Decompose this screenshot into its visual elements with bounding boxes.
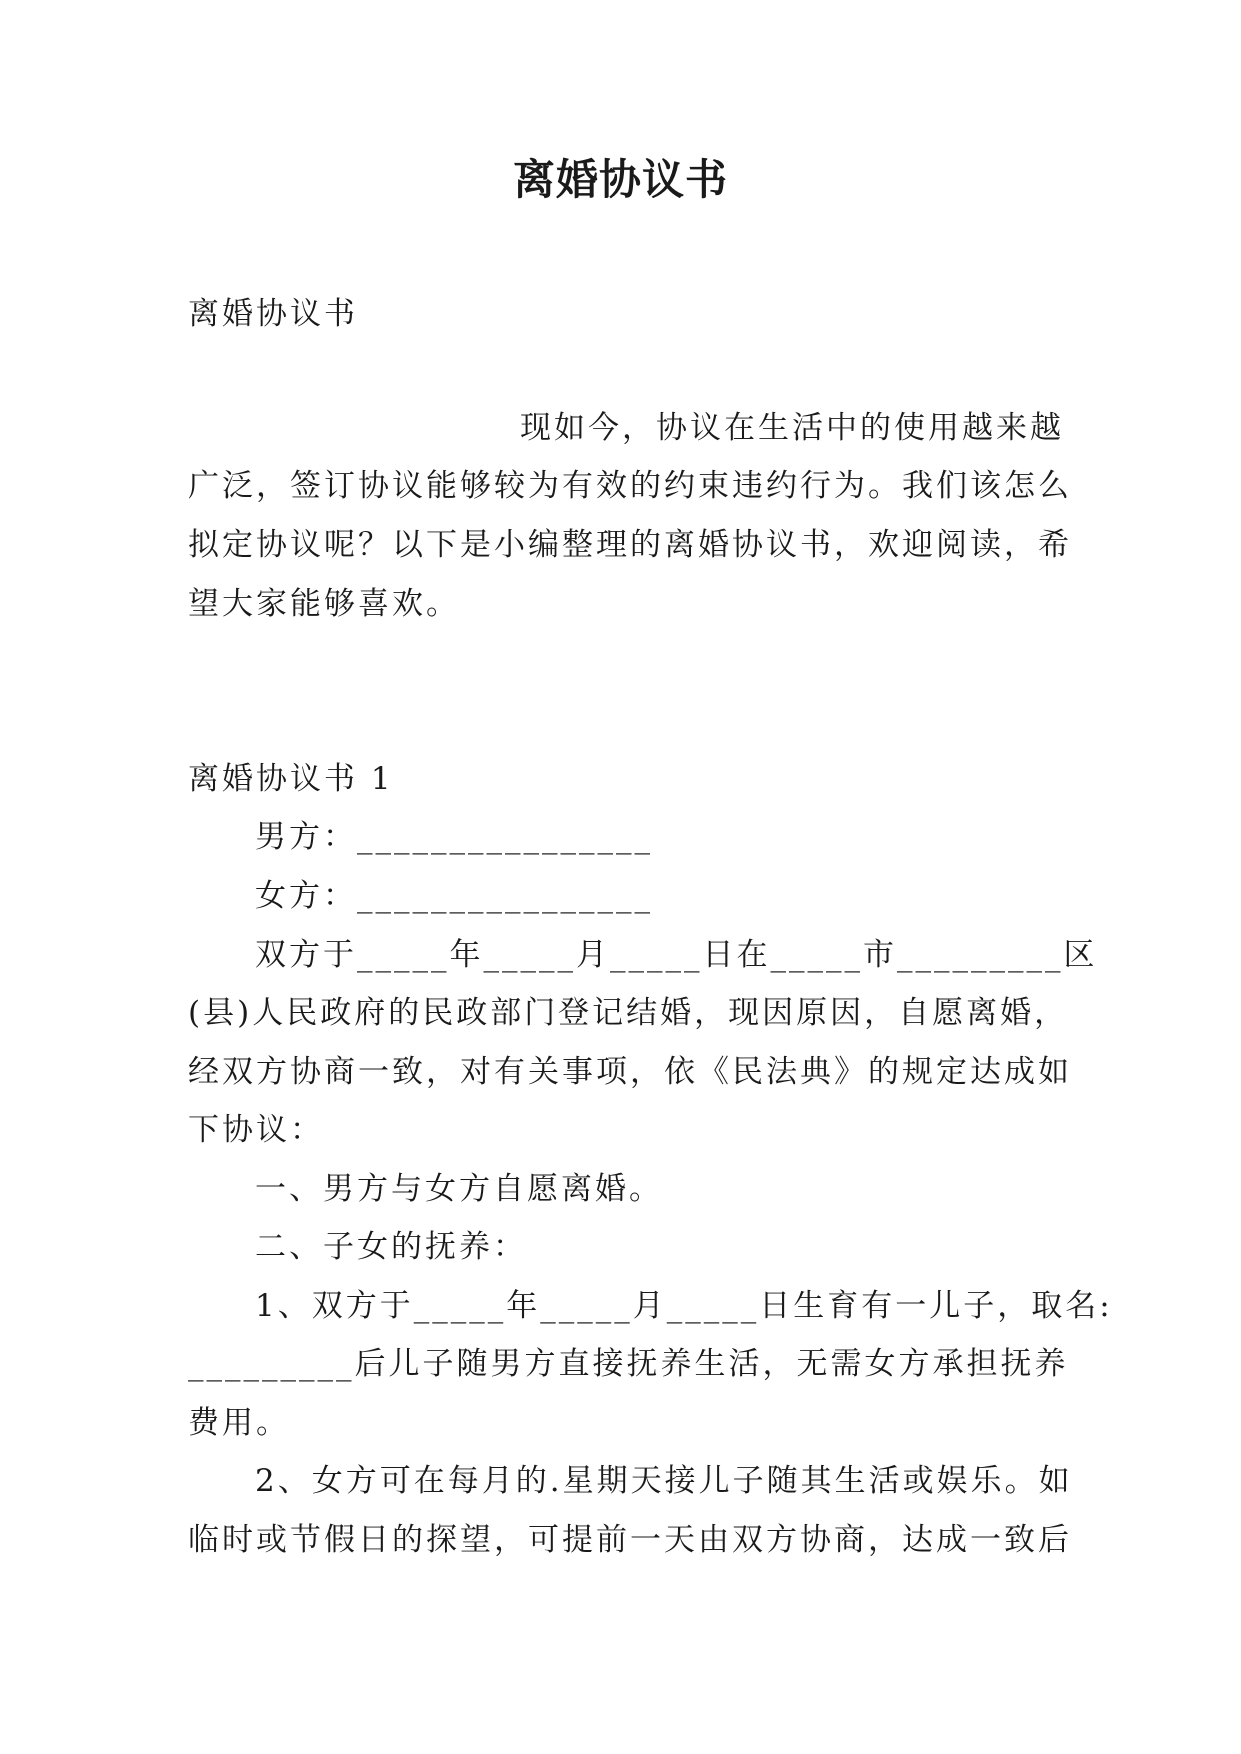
body-line: 费用。 [188, 1405, 290, 1441]
body-line: 双方于_____年_____月_____日在_____市_________区 [255, 937, 1098, 973]
intro-line-4: 望大家能够喜欢。 [188, 586, 460, 622]
intro-line-3: 拟定协议呢？以下是小编整理的离婚协议书，欢迎阅读，希 [188, 527, 1072, 563]
document-title: 离婚协议书 [512, 155, 728, 204]
body-line: 临时或节假日的探望，可提前一天由双方协商，达成一致后 [188, 1522, 1072, 1558]
intro-line-2: 广泛，签订协议能够较为有效的约束违约行为。我们该怎么 [188, 468, 1072, 504]
intro-line-1: 现如今，协议在生活中的使用越来越 [520, 410, 1064, 446]
section-heading: 离婚协议书 1 [188, 761, 394, 797]
body-line: 下协议： [188, 1112, 324, 1148]
body-line: 经双方协商一致，对有关事项，依《民法典》的规定达成如 [188, 1054, 1072, 1090]
male-party-field: 男方：________________ [255, 819, 653, 855]
body-line: _________后儿子随男方直接抚养生活，无需女方承担抚养 [188, 1346, 1069, 1382]
clause-2: 二、子女的抚养： [255, 1229, 527, 1265]
female-party-field: 女方：________________ [255, 878, 653, 914]
subtitle-line: 离婚协议书 [188, 296, 358, 332]
clause-1: 一、男方与女方自愿离婚。 [255, 1171, 663, 1207]
body-line: (县)人民政府的民政部门登记结婚，现因原因，自愿离婚， [188, 995, 1069, 1031]
body-line: 1、双方于_____年_____月_____日生育有一儿子，取名: [255, 1288, 1113, 1324]
body-line: 2、女方可在每月的.星期天接儿子随其生活或娱乐。如 [255, 1463, 1073, 1499]
